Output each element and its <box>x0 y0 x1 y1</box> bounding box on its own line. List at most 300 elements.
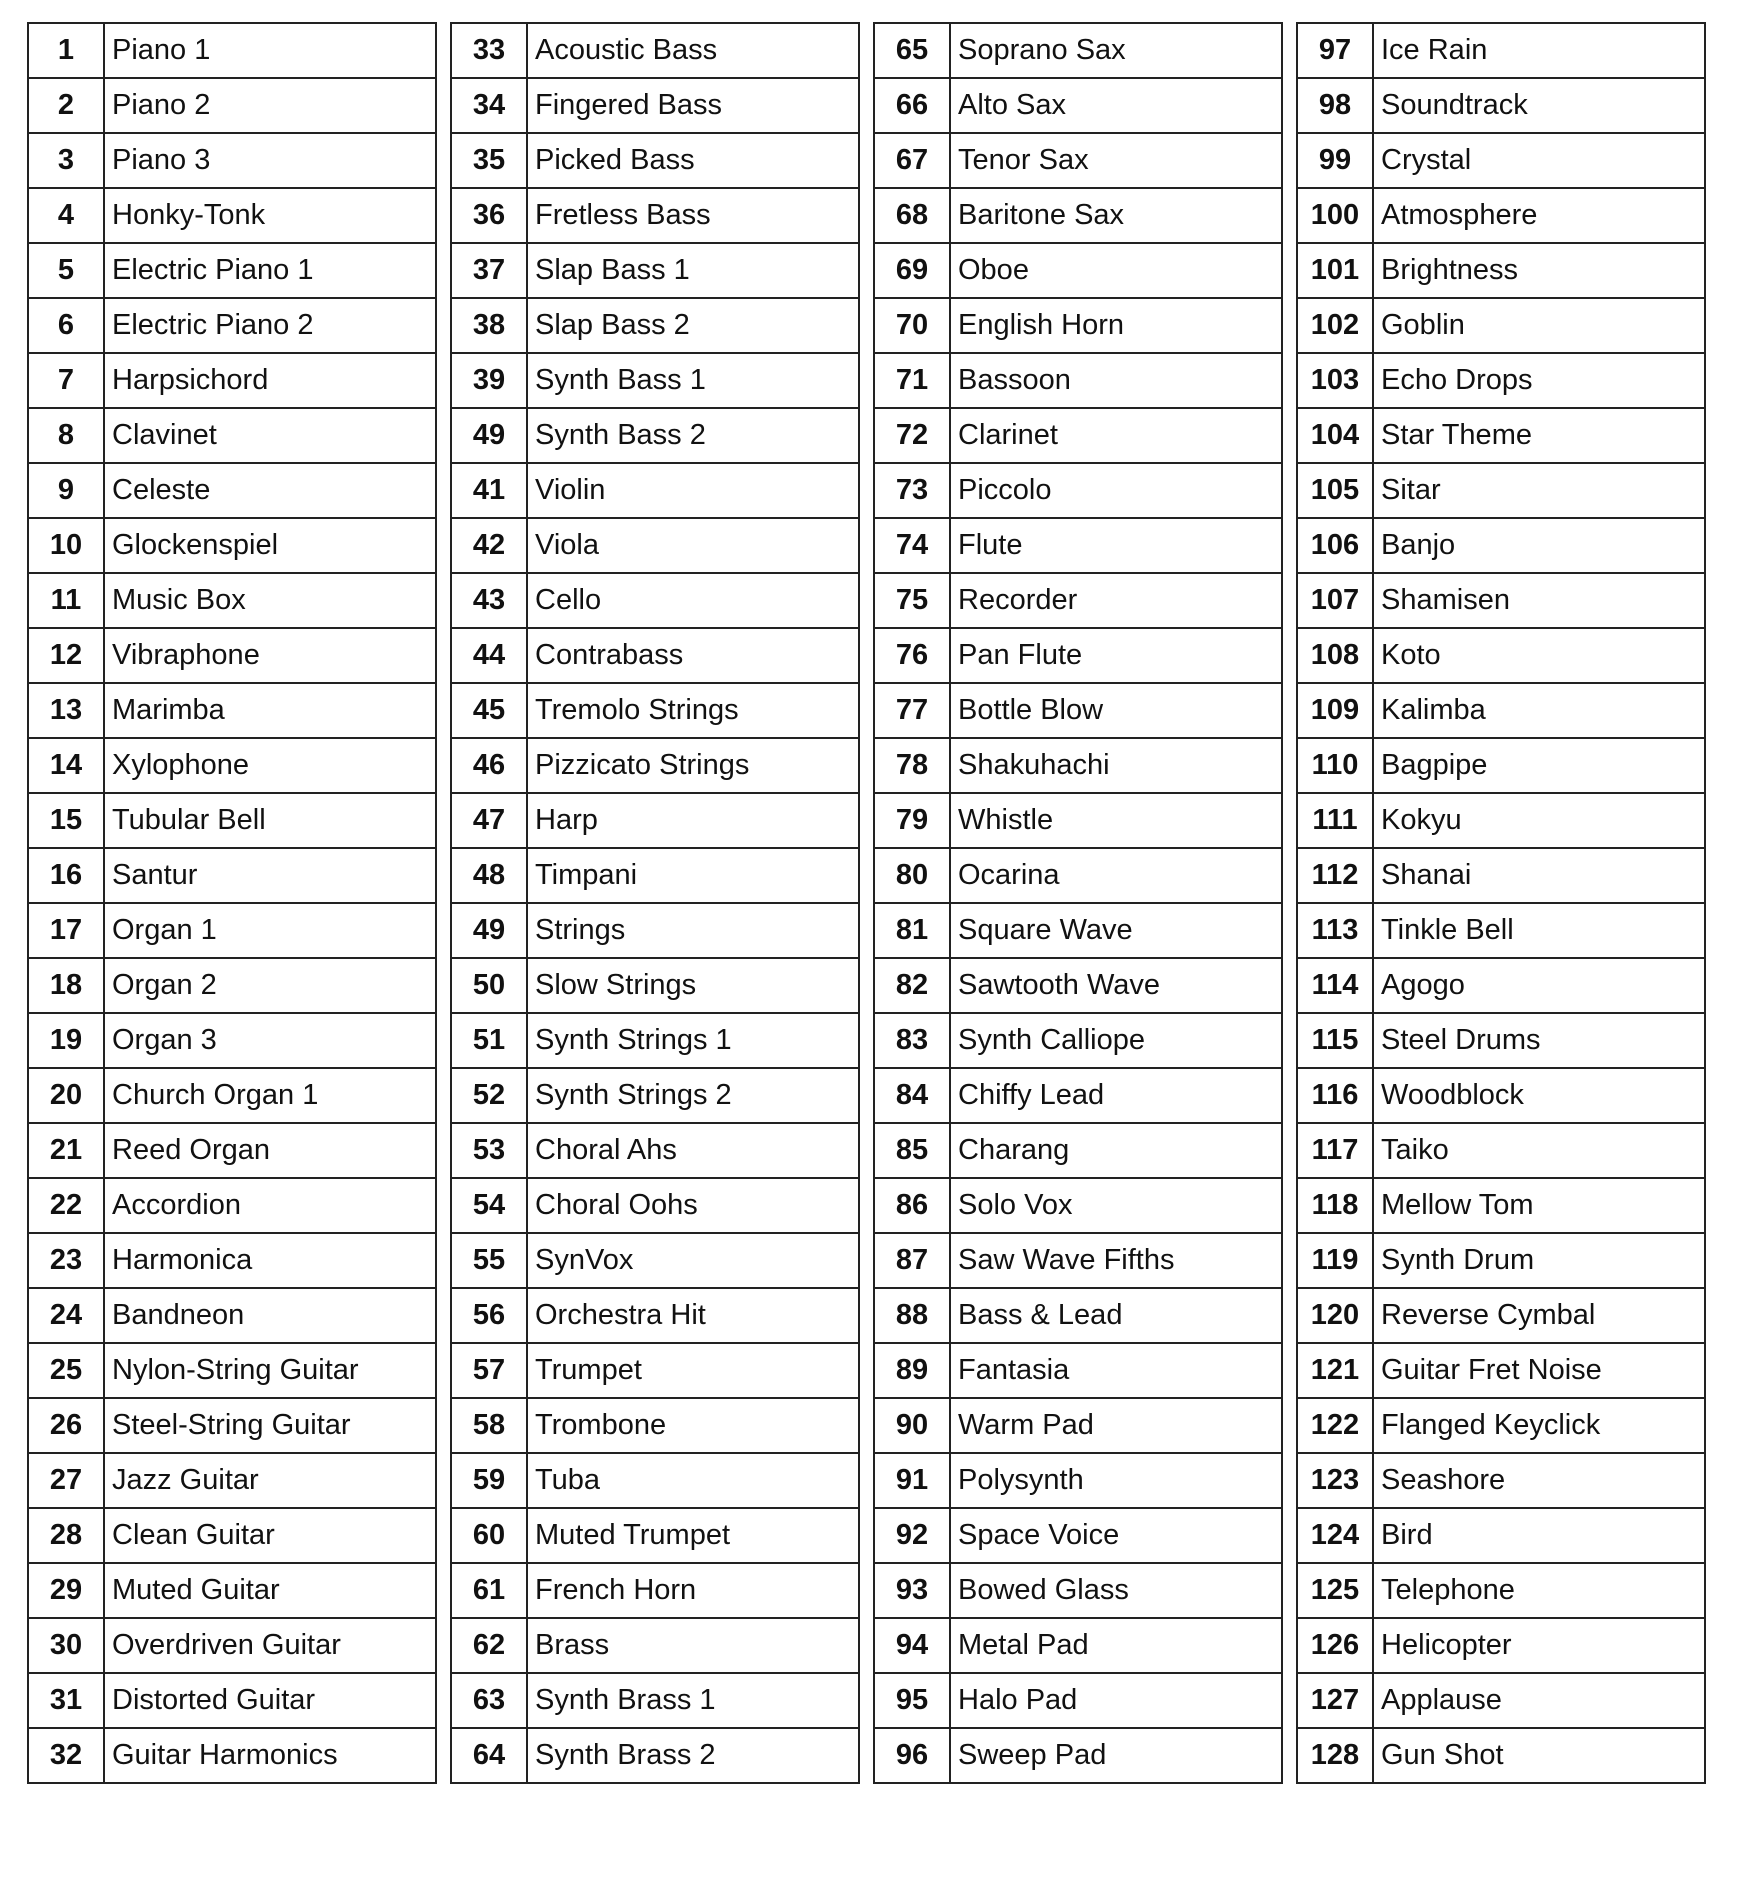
voice-number: 82 <box>874 958 950 1013</box>
voice-number: 87 <box>874 1233 950 1288</box>
table-row <box>28 1563 436 1618</box>
table-row <box>28 1618 436 1673</box>
table-row <box>451 738 859 793</box>
table-row <box>451 78 859 133</box>
voice-table-column-2 <box>450 22 860 1784</box>
table-row <box>874 518 1282 573</box>
table-row <box>28 793 436 848</box>
table-row <box>451 903 859 958</box>
table-row <box>451 1123 859 1178</box>
voice-number: 50 <box>451 958 527 1013</box>
table-row <box>451 408 859 463</box>
voice-number: 54 <box>451 1178 527 1233</box>
voice-number: 106 <box>1297 518 1373 573</box>
table-row <box>874 1673 1282 1728</box>
voice-name: Synth Strings 2 <box>527 1068 859 1123</box>
voice-name: Fantasia <box>950 1343 1282 1398</box>
voice-name: Cello <box>527 573 859 628</box>
table-row <box>874 738 1282 793</box>
voice-number: 41 <box>451 463 527 518</box>
voice-name: Shanai <box>1373 848 1705 903</box>
table-row <box>1297 628 1705 683</box>
voice-number: 111 <box>1297 793 1373 848</box>
table-row <box>28 848 436 903</box>
table-row <box>874 1068 1282 1123</box>
voice-number: 38 <box>451 298 527 353</box>
voice-number: 99 <box>1297 133 1373 188</box>
voice-name: Synth Bass 2 <box>527 408 859 463</box>
table-row <box>1297 1398 1705 1453</box>
table-row <box>1297 573 1705 628</box>
table-row <box>874 298 1282 353</box>
table-row <box>28 1013 436 1068</box>
table-row <box>28 353 436 408</box>
table-row <box>874 1728 1282 1783</box>
voice-number: 122 <box>1297 1398 1373 1453</box>
voice-name: Synth Brass 2 <box>527 1728 859 1783</box>
voice-number: 46 <box>451 738 527 793</box>
table-row <box>874 793 1282 848</box>
table-row <box>1297 1068 1705 1123</box>
table-row <box>28 1288 436 1343</box>
table-row <box>451 133 859 188</box>
voice-number: 110 <box>1297 738 1373 793</box>
voice-number: 35 <box>451 133 527 188</box>
voice-name: Applause <box>1373 1673 1705 1728</box>
voice-name: Slap Bass 2 <box>527 298 859 353</box>
table-row <box>28 573 436 628</box>
voice-name: Timpani <box>527 848 859 903</box>
voice-name: Tuba <box>527 1453 859 1508</box>
table-row <box>1297 1673 1705 1728</box>
voice-number: 70 <box>874 298 950 353</box>
table-row <box>1297 793 1705 848</box>
table-row <box>1297 408 1705 463</box>
table-row <box>451 1288 859 1343</box>
table-row <box>1297 1013 1705 1068</box>
voice-name: Bassoon <box>950 353 1282 408</box>
voice-name: Soprano Sax <box>950 23 1282 78</box>
voice-table-column-4 <box>1296 22 1706 1784</box>
voice-name: Warm Pad <box>950 1398 1282 1453</box>
table-row <box>28 1178 436 1233</box>
table-row <box>28 958 436 1013</box>
voice-name: Brightness <box>1373 243 1705 298</box>
voice-name: Charang <box>950 1123 1282 1178</box>
voice-name: Clarinet <box>950 408 1282 463</box>
table-row <box>451 463 859 518</box>
voice-number: 126 <box>1297 1618 1373 1673</box>
table-row <box>1297 353 1705 408</box>
voice-name: Celeste <box>104 463 436 518</box>
voice-name: Marimba <box>104 683 436 738</box>
table-row <box>874 1288 1282 1343</box>
table-row <box>28 243 436 298</box>
voice-number: 81 <box>874 903 950 958</box>
table-row <box>451 1398 859 1453</box>
table-row <box>28 408 436 463</box>
voice-name: Mellow Tom <box>1373 1178 1705 1233</box>
voice-number: 6 <box>28 298 104 353</box>
voice-number: 67 <box>874 133 950 188</box>
table-row <box>28 463 436 518</box>
table-row <box>28 298 436 353</box>
voice-name: Kalimba <box>1373 683 1705 738</box>
voice-name: Flanged Keyclick <box>1373 1398 1705 1453</box>
voice-name: English Horn <box>950 298 1282 353</box>
voice-name: Bagpipe <box>1373 738 1705 793</box>
voice-name: Accordion <box>104 1178 436 1233</box>
voice-name: Synth Brass 1 <box>527 1673 859 1728</box>
voice-name: Reverse Cymbal <box>1373 1288 1705 1343</box>
voice-number: 44 <box>451 628 527 683</box>
voice-number: 37 <box>451 243 527 298</box>
voice-name: Telephone <box>1373 1563 1705 1618</box>
table-row <box>1297 1618 1705 1673</box>
table-row <box>28 188 436 243</box>
voice-name: Violin <box>527 463 859 518</box>
voice-name: Echo Drops <box>1373 353 1705 408</box>
voice-name: Distorted Guitar <box>104 1673 436 1728</box>
voice-name: Recorder <box>950 573 1282 628</box>
voice-name: Saw Wave Fifths <box>950 1233 1282 1288</box>
voice-number: 13 <box>28 683 104 738</box>
voice-number: 117 <box>1297 1123 1373 1178</box>
voice-number: 52 <box>451 1068 527 1123</box>
voice-name: Jazz Guitar <box>104 1453 436 1508</box>
voice-name: Brass <box>527 1618 859 1673</box>
voice-number: 125 <box>1297 1563 1373 1618</box>
voice-number: 85 <box>874 1123 950 1178</box>
voice-number: 43 <box>451 573 527 628</box>
voice-name: Bird <box>1373 1508 1705 1563</box>
voice-number: 101 <box>1297 243 1373 298</box>
voice-number: 89 <box>874 1343 950 1398</box>
table-row <box>451 1508 859 1563</box>
voice-number: 29 <box>28 1563 104 1618</box>
table-row <box>1297 1508 1705 1563</box>
table-row <box>451 1068 859 1123</box>
voice-number: 10 <box>28 518 104 573</box>
voice-number: 14 <box>28 738 104 793</box>
voice-number: 32 <box>28 1728 104 1783</box>
voice-name: Synth Strings 1 <box>527 1013 859 1068</box>
voice-name: Bottle Blow <box>950 683 1282 738</box>
table-row <box>874 133 1282 188</box>
voice-number: 94 <box>874 1618 950 1673</box>
table-row <box>451 188 859 243</box>
voice-name: Sawtooth Wave <box>950 958 1282 1013</box>
voice-name: Helicopter <box>1373 1618 1705 1673</box>
voice-number: 25 <box>28 1343 104 1398</box>
voice-number: 77 <box>874 683 950 738</box>
table-row <box>28 1068 436 1123</box>
table-row <box>28 133 436 188</box>
table-row <box>1297 78 1705 133</box>
voice-number: 73 <box>874 463 950 518</box>
voice-number: 127 <box>1297 1673 1373 1728</box>
voice-name: Nylon-String Guitar <box>104 1343 436 1398</box>
table-row <box>451 793 859 848</box>
table-row <box>451 958 859 1013</box>
voice-number: 98 <box>1297 78 1373 133</box>
voice-name: Harp <box>527 793 859 848</box>
table-row <box>28 23 436 78</box>
table-row <box>1297 243 1705 298</box>
voice-number: 112 <box>1297 848 1373 903</box>
voice-name: Synth Drum <box>1373 1233 1705 1288</box>
table-row <box>874 628 1282 683</box>
table-row <box>1297 1728 1705 1783</box>
voice-number: 72 <box>874 408 950 463</box>
voice-number: 78 <box>874 738 950 793</box>
voice-name: Electric Piano 1 <box>104 243 436 298</box>
voice-name: Clavinet <box>104 408 436 463</box>
table-row <box>451 243 859 298</box>
voice-number: 4 <box>28 188 104 243</box>
voice-name: Picked Bass <box>527 133 859 188</box>
voice-number: 124 <box>1297 1508 1373 1563</box>
table-row <box>451 1673 859 1728</box>
voice-number: 15 <box>28 793 104 848</box>
voice-number: 68 <box>874 188 950 243</box>
table-row <box>874 1508 1282 1563</box>
table-row <box>28 1508 436 1563</box>
table-row <box>1297 298 1705 353</box>
table-row <box>1297 188 1705 243</box>
voice-number: 86 <box>874 1178 950 1233</box>
table-row <box>1297 848 1705 903</box>
table-row <box>28 1343 436 1398</box>
voice-number: 115 <box>1297 1013 1373 1068</box>
voice-name: Electric Piano 2 <box>104 298 436 353</box>
voice-number: 100 <box>1297 188 1373 243</box>
voice-number: 61 <box>451 1563 527 1618</box>
voice-name: Ice Rain <box>1373 23 1705 78</box>
table-row <box>874 78 1282 133</box>
voice-number: 17 <box>28 903 104 958</box>
voice-number: 58 <box>451 1398 527 1453</box>
voice-name: Tinkle Bell <box>1373 903 1705 958</box>
voice-number: 66 <box>874 78 950 133</box>
table-row <box>874 1453 1282 1508</box>
voice-name: Sweep Pad <box>950 1728 1282 1783</box>
table-row <box>874 683 1282 738</box>
voice-name: Ocarina <box>950 848 1282 903</box>
voice-name: Strings <box>527 903 859 958</box>
table-row <box>451 518 859 573</box>
voice-name: Xylophone <box>104 738 436 793</box>
table-row <box>874 573 1282 628</box>
table-row <box>28 1673 436 1728</box>
voice-name: SynVox <box>527 1233 859 1288</box>
table-row <box>1297 518 1705 573</box>
voice-number: 62 <box>451 1618 527 1673</box>
voice-number: 16 <box>28 848 104 903</box>
voice-number: 109 <box>1297 683 1373 738</box>
voice-name: Tubular Bell <box>104 793 436 848</box>
voice-name: Harpsichord <box>104 353 436 408</box>
voice-number: 30 <box>28 1618 104 1673</box>
voice-number: 80 <box>874 848 950 903</box>
voice-number: 74 <box>874 518 950 573</box>
voice-number: 12 <box>28 628 104 683</box>
voice-name: Guitar Fret Noise <box>1373 1343 1705 1398</box>
voice-name: Koto <box>1373 628 1705 683</box>
table-row <box>451 848 859 903</box>
voice-number: 28 <box>28 1508 104 1563</box>
table-row <box>1297 463 1705 518</box>
voice-name: Whistle <box>950 793 1282 848</box>
table-row <box>874 188 1282 243</box>
table-row <box>874 1123 1282 1178</box>
voice-name: Steel Drums <box>1373 1013 1705 1068</box>
voice-number: 39 <box>451 353 527 408</box>
voice-table-column-3 <box>873 22 1283 1784</box>
voice-name: Gun Shot <box>1373 1728 1705 1783</box>
table-row <box>28 1123 436 1178</box>
voice-name: Organ 1 <box>104 903 436 958</box>
table-row <box>874 1398 1282 1453</box>
voice-name: Piccolo <box>950 463 1282 518</box>
voice-number: 8 <box>28 408 104 463</box>
voice-name: Agogo <box>1373 958 1705 1013</box>
table-row <box>28 683 436 738</box>
voice-name: Pan Flute <box>950 628 1282 683</box>
table-row <box>451 1343 859 1398</box>
voice-number: 121 <box>1297 1343 1373 1398</box>
voice-number: 69 <box>874 243 950 298</box>
voice-number: 107 <box>1297 573 1373 628</box>
voice-name: Polysynth <box>950 1453 1282 1508</box>
table-row <box>451 23 859 78</box>
voice-name: Sitar <box>1373 463 1705 518</box>
voice-name: Orchestra Hit <box>527 1288 859 1343</box>
voice-name: Viola <box>527 518 859 573</box>
voice-number: 76 <box>874 628 950 683</box>
voice-number: 116 <box>1297 1068 1373 1123</box>
voice-number: 2 <box>28 78 104 133</box>
voice-number: 5 <box>28 243 104 298</box>
table-row <box>451 1178 859 1233</box>
table-row <box>874 243 1282 298</box>
voice-number: 47 <box>451 793 527 848</box>
table-row <box>1297 738 1705 793</box>
voice-number: 90 <box>874 1398 950 1453</box>
table-row <box>28 78 436 133</box>
voice-name: Honky-Tonk <box>104 188 436 243</box>
table-row <box>874 1013 1282 1068</box>
voice-number: 59 <box>451 1453 527 1508</box>
voice-name: Organ 3 <box>104 1013 436 1068</box>
voice-name: Church Organ 1 <box>104 1068 436 1123</box>
table-row <box>1297 958 1705 1013</box>
voice-name: Choral Oohs <box>527 1178 859 1233</box>
voice-name: Oboe <box>950 243 1282 298</box>
table-row <box>1297 1453 1705 1508</box>
voice-number: 56 <box>451 1288 527 1343</box>
voice-number: 108 <box>1297 628 1373 683</box>
voice-name: Glockenspiel <box>104 518 436 573</box>
voice-name: Vibraphone <box>104 628 436 683</box>
voice-number: 7 <box>28 353 104 408</box>
table-row <box>28 1398 436 1453</box>
voice-name: Slow Strings <box>527 958 859 1013</box>
voice-number: 53 <box>451 1123 527 1178</box>
voice-name: French Horn <box>527 1563 859 1618</box>
voice-number: 20 <box>28 1068 104 1123</box>
table-row <box>28 903 436 958</box>
voice-name: Organ 2 <box>104 958 436 1013</box>
table-row <box>874 848 1282 903</box>
voice-number: 79 <box>874 793 950 848</box>
table-row <box>874 463 1282 518</box>
voice-number: 33 <box>451 23 527 78</box>
voice-name: Atmosphere <box>1373 188 1705 243</box>
table-row <box>874 958 1282 1013</box>
voice-number: 92 <box>874 1508 950 1563</box>
voice-number: 88 <box>874 1288 950 1343</box>
voice-name: Baritone Sax <box>950 188 1282 243</box>
voice-name: Muted Trumpet <box>527 1508 859 1563</box>
voice-number: 55 <box>451 1233 527 1288</box>
voice-name: Piano 2 <box>104 78 436 133</box>
voice-name: Choral Ahs <box>527 1123 859 1178</box>
voice-name: Flute <box>950 518 1282 573</box>
voice-name: Woodblock <box>1373 1068 1705 1123</box>
voice-number: 36 <box>451 188 527 243</box>
voice-name: Bandneon <box>104 1288 436 1343</box>
voice-number: 97 <box>1297 23 1373 78</box>
table-row <box>28 628 436 683</box>
voice-number: 27 <box>28 1453 104 1508</box>
voice-name: Space Voice <box>950 1508 1282 1563</box>
voice-name: Tenor Sax <box>950 133 1282 188</box>
voice-number: 64 <box>451 1728 527 1783</box>
voice-name: Solo Vox <box>950 1178 1282 1233</box>
voice-number: 95 <box>874 1673 950 1728</box>
voice-number: 24 <box>28 1288 104 1343</box>
voice-name: Overdriven Guitar <box>104 1618 436 1673</box>
voice-name: Harmonica <box>104 1233 436 1288</box>
voice-number: 84 <box>874 1068 950 1123</box>
table-row <box>1297 1178 1705 1233</box>
voice-number: 83 <box>874 1013 950 1068</box>
voice-number: 71 <box>874 353 950 408</box>
voice-number: 26 <box>28 1398 104 1453</box>
voice-name: Seashore <box>1373 1453 1705 1508</box>
voice-name: Metal Pad <box>950 1618 1282 1673</box>
table-row <box>874 1178 1282 1233</box>
voice-number: 51 <box>451 1013 527 1068</box>
voice-number: 1 <box>28 23 104 78</box>
voice-number: 75 <box>874 573 950 628</box>
voice-number: 49 <box>451 408 527 463</box>
voice-name: Soundtrack <box>1373 78 1705 133</box>
table-row <box>1297 1563 1705 1618</box>
voice-number: 48 <box>451 848 527 903</box>
voice-name: Santur <box>104 848 436 903</box>
voice-name: Square Wave <box>950 903 1282 958</box>
voice-name: Trombone <box>527 1398 859 1453</box>
voice-number: 3 <box>28 133 104 188</box>
voice-number: 118 <box>1297 1178 1373 1233</box>
voice-number: 120 <box>1297 1288 1373 1343</box>
voice-name: Trumpet <box>527 1343 859 1398</box>
voice-name: Bass & Lead <box>950 1288 1282 1343</box>
table-row <box>1297 683 1705 738</box>
voice-name: Clean Guitar <box>104 1508 436 1563</box>
